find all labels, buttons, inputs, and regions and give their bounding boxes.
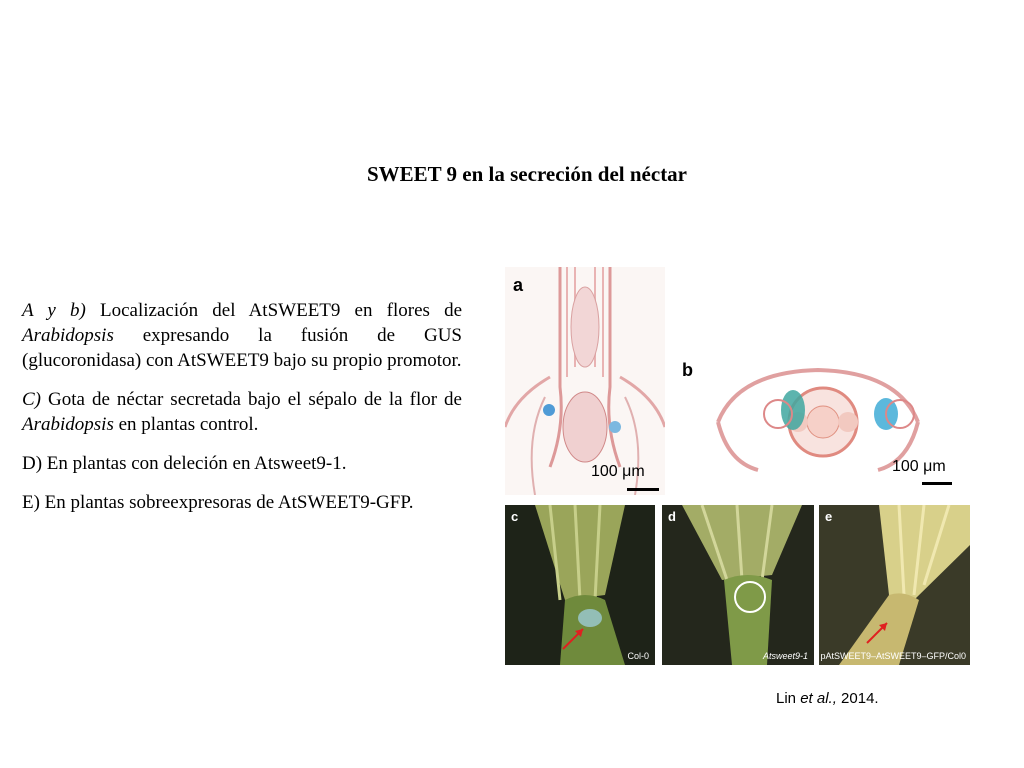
- panel-e-label: e: [825, 509, 833, 524]
- paragraph-c: [22, 387, 462, 437]
- citation: [776, 690, 879, 707]
- panel-a-scale-bar: [627, 488, 659, 491]
- panel-b-scale-label: 100 μm: [892, 458, 946, 475]
- paragraph-ab: [22, 298, 462, 373]
- panel-d-image: [662, 505, 814, 665]
- panel-b-label: b: [682, 360, 693, 380]
- text-c-1: Gota de néctar secretada bajo el sépalo de la flor de: [41, 389, 462, 410]
- panel-e-caption: pAtSWEET9–AtSWEET9–GFP/Col0: [820, 651, 966, 661]
- species-name: Arabidopsis: [22, 325, 114, 346]
- label-ab: A y b): [22, 300, 86, 321]
- panel-e-image: [819, 505, 970, 665]
- citation-year: 2014.: [836, 690, 879, 707]
- label-c: C): [22, 389, 41, 410]
- panel-a-image: [505, 267, 665, 495]
- panel-a-label: a: [513, 275, 524, 295]
- species-name: Arabidopsis: [22, 414, 114, 435]
- citation-author: Lin: [776, 690, 801, 707]
- panel-c-label: c: [511, 509, 519, 524]
- panel-b-image: [678, 352, 960, 490]
- paragraph-d: D) En plantas con deleción en Atsweet9-1.: [22, 453, 347, 474]
- citation-etal: et al.,: [800, 690, 837, 707]
- paragraph-e: E) En plantas sobreexpresoras de AtSWEET9-GFP.: [22, 492, 414, 513]
- text-ab-1: Localización del AtSWEET9 en flores de: [85, 300, 462, 321]
- panel-d-caption: Atsweet9-1: [762, 651, 808, 661]
- panel-d-label: d: [668, 509, 676, 524]
- panel-c-caption: Col-0: [627, 651, 649, 661]
- panel-c-image: [505, 505, 655, 665]
- text-ab-2: expresando la fusión de GUS (glucoronidasa) con AtSWEET9 bajo su propio promotor.: [22, 325, 462, 371]
- panel-a-scale-label: 100 μm: [591, 463, 645, 480]
- panel-b-scale-bar: [922, 482, 952, 485]
- description-text: [22, 298, 462, 529]
- slide-title: SWEET 9 en la secreción del néctar: [366, 162, 688, 186]
- text-c-2: en plantas control.: [113, 414, 259, 435]
